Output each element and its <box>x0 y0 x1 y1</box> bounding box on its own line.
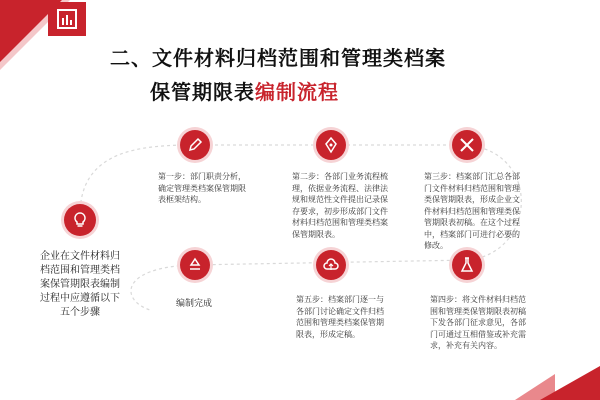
pen-icon <box>316 130 346 160</box>
step-4-text: 第四步：将文件材料归档范围和管理类保管期限表初稿下发各部门征求意见，各部门可通过互相借鉴或补充需求，补充有关内容。 <box>430 295 526 350</box>
subtitle-accent: 编制流程 <box>255 80 339 104</box>
lightbulb-icon <box>64 204 96 236</box>
step-3-text: 第三步：档案部门汇总各部门文件材料归档范围和管理类保管期限表，形成企业文件材料归档范围和管理类保管期限表初稿。在这个过程中，档案部门可进行必要的修改。 <box>424 172 520 250</box>
step-5-text: 第五步：档案部门逐一与各部门讨论确定文件归档范围和管理类档案保管期限表，形成定稿。 <box>296 295 384 339</box>
cloud-upload-icon <box>316 250 346 280</box>
pencil-icon <box>180 130 210 160</box>
tools-icon <box>452 130 482 160</box>
recycle-icon <box>180 250 210 280</box>
step-1-text: 第一步：部门职责分析，确定管理类档案保管期限表框架结构。 <box>158 172 246 204</box>
subtitle-text: 保管期限表 <box>150 80 255 104</box>
flask-icon <box>452 250 482 280</box>
start-description: 企业在文件材料归档范围和管理类档案保管期限表编制过程中应遵循以下五个步骤 <box>40 251 120 318</box>
step-2-text: 第二步：各部门业务流程梳理，依据业务流程、法律法规和规范性文件提出记录保存要求，初步形成部门文件材料归档范围和管理类档案保管期限表。 <box>292 172 388 239</box>
done-label: 编制完成 <box>176 299 213 309</box>
page-title: 二、文件材料归档范围和管理类档案 <box>110 46 446 70</box>
